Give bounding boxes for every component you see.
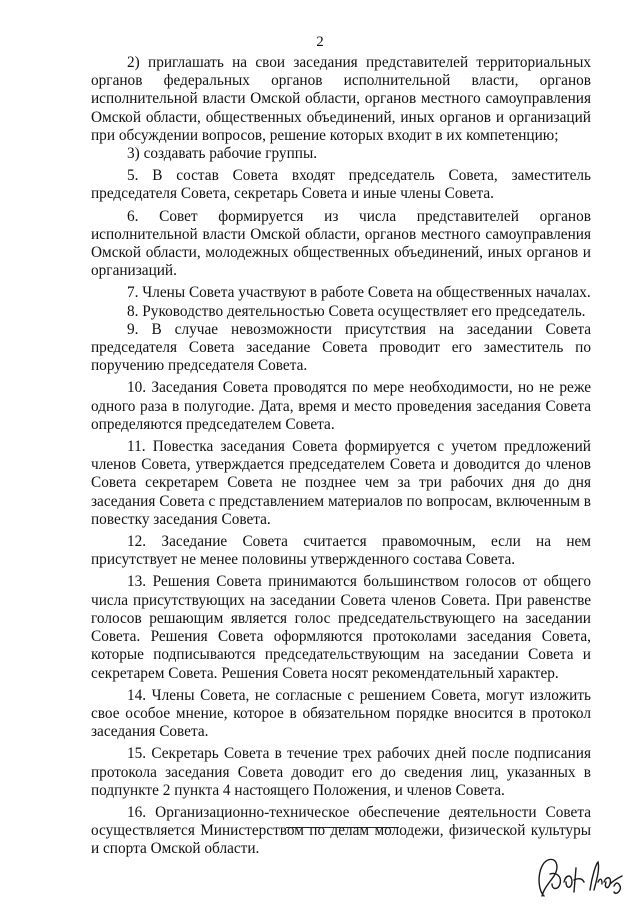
page-number: 2	[316, 34, 324, 50]
paragraph-5: 5. В состав Совета входят председатель Совета, заместитель председателя Совета, секретарь Совета и иные члены Совета.	[91, 167, 591, 203]
paragraph-11: 11. Повестка заседания Совета формируется с учетом предложений членов Совета, утверждается председателем Совета и доводится до членов Совета секретарем Совета не позднее чем за три рабочих дня до дня заседания Совета с представлением материалов по вопросам, включенным в повестку заседания Совета.	[91, 438, 591, 528]
paragraph-item-2: 2) приглашать на свои заседания представителей территориальных органов федеральных органов исполнительной власти, органов исполнительной власти Омской области, органов местного самоуправления Омской области, общественных объединений, иных органов и организаций при обсуждении вопросов, решение которых входит в их компетенцию;	[91, 54, 591, 144]
paragraph-12: 12. Заседание Совета считается правомочным, если на нем присутствует не менее половины утвержденного состава Совета.	[91, 533, 591, 569]
paragraph-7: 7. Члены Совета участвуют в работе Совета на общественных началах.	[127, 284, 591, 302]
footer-divider	[286, 827, 399, 828]
paragraph-16: 16. Организационно-техническое обеспечение деятельности Совета осуществляется Министерством по делам молодежи, физической культуры и спорта Омской области.	[91, 803, 591, 858]
paragraph-8: 8. Руководство деятельностью Совета осуществляет его председатель.	[127, 302, 586, 320]
paragraph-15: 15. Секретарь Совета в течение трех рабочих дней после подписания протокола заседания Совета доводит его до сведения лиц, указанных в подпункте 2 пункта 4 настоящего Положения, и членов Совета.	[91, 745, 591, 799]
paragraph-item-3: 3) создавать рабочие группы.	[127, 145, 318, 163]
handwritten-signature	[530, 852, 630, 902]
paragraph-6: 6. Совет формируется из числа представителей органов исполнительной власти Омской области, органов местного самоуправления Омской области, молодежных общественных объединений, иных органов и организаций.	[91, 207, 591, 280]
document-body	[91, 54, 591, 859]
paragraph-14: 14. Члены Совета, не согласные с решением Совета, могут изложить свое особое мнение, которое в обязательном порядке вносится в протокол заседания Совета.	[91, 686, 591, 741]
paragraph-13: 13. Решения Совета принимаются большинством голосов от общего числа присутствующих на заседании Совета членов Совета. При равенстве голосов решающим является голос председательствующего на заседании Совета. Решения Совета оформляются протоколами заседания Совета, которые подписываются председательствующим на заседании Совета и секретарем Совета. Решения Совета носят рекомендательный характер.	[91, 573, 591, 682]
paragraph-9: 9. В случае невозможности присутствия на заседании Совета председателя Совета заседание Совета проводит его заместитель по поручению председателя Совета.	[91, 320, 591, 375]
paragraph-10: 10. Заседания Совета проводятся по мере необходимости, но не реже одного раза в полугодие. Дата, время и место проведения заседания Совета определяются председателем Совета.	[91, 379, 591, 433]
